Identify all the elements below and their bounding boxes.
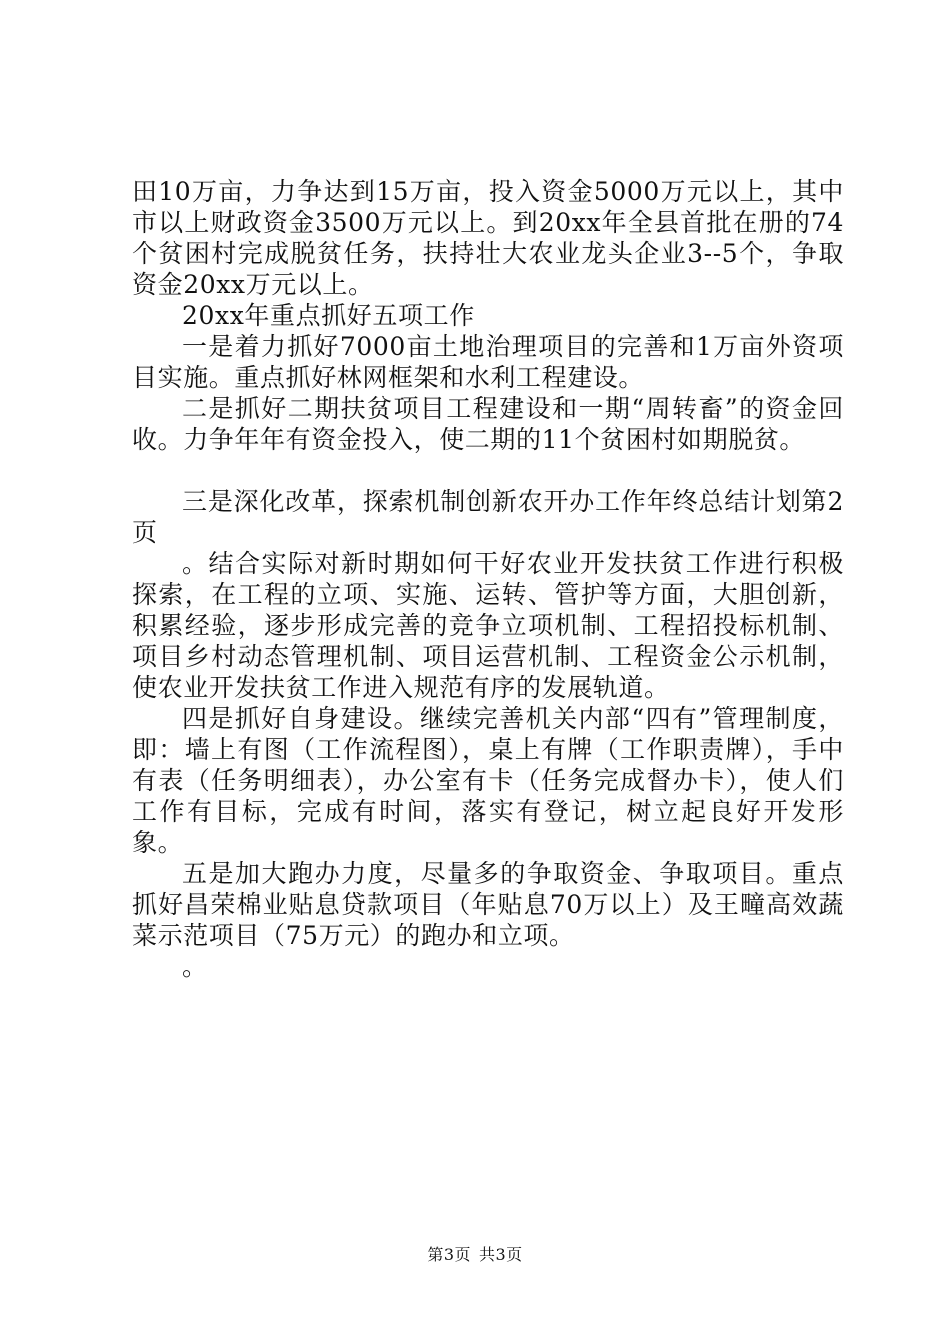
paragraph-funding-targets: 田10万亩，力争达到15万亩，投入资金5000万元以上，其中市以上财政资金3500万元以上。到20xx年全县首批在册的74个贫困村完成脱贫任务，扶持壮大农业龙头企业3--5个，争取资金20xx万元以上。 [132, 177, 844, 299]
paragraph-trailing-mark: 。 [182, 952, 208, 981]
document-body [132, 176, 844, 982]
paragraph-section-heading: 20xx年重点抓好五项工作 [182, 301, 475, 330]
page-footer [0, 1245, 950, 1265]
paragraph-task-three: 三是深化改革，探索机制创新农开办工作年终总结计划第2页 [132, 487, 844, 547]
page-total: 共3页 [479, 1245, 523, 1264]
paragraph-task-two: 二是抓好二期扶贫项目工程建设和一期“周转畜”的资金回收。力争年年有资金投入，使二期的11个贫困村如期脱贫。 [132, 394, 844, 454]
paragraph-task-three-detail: 。结合实际对新时期如何干好农业开发扶贫工作进行积极探索，在工程的立项、实施、运转、管护等方面，大胆创新，积累经验，逐步形成完善的竞争立项机制、工程招投标机制、项目乡村动态管理机制、项目运营机制、工程资金公示机制，使农业开发扶贫工作进入规范有序的发展轨道。 [132, 549, 844, 702]
page-number: 第3页 [427, 1245, 471, 1264]
paragraph-task-one: 一是着力抓好7000亩土地治理项目的完善和1万亩外资项目实施。重点抓好林网框架和水利工程建设。 [132, 332, 844, 392]
paragraph-task-four: 四是抓好自身建设。继续完善机关内部“四有”管理制度，即：墙上有图（工作流程图），桌上有牌（工作职责牌），手中有表（任务明细表），办公室有卡（任务完成督办卡），使人们工作有目标，完成有时间，落实有登记，树立起良好开发形象。 [132, 704, 844, 857]
paragraph-task-five: 五是加大跑办力度，尽量多的争取资金、争取项目。重点抓好昌荣棉业贴息贷款项目（年贴息70万以上）及王疃高效蔬菜示范项目（75万元）的跑办和立项。 [132, 859, 844, 950]
